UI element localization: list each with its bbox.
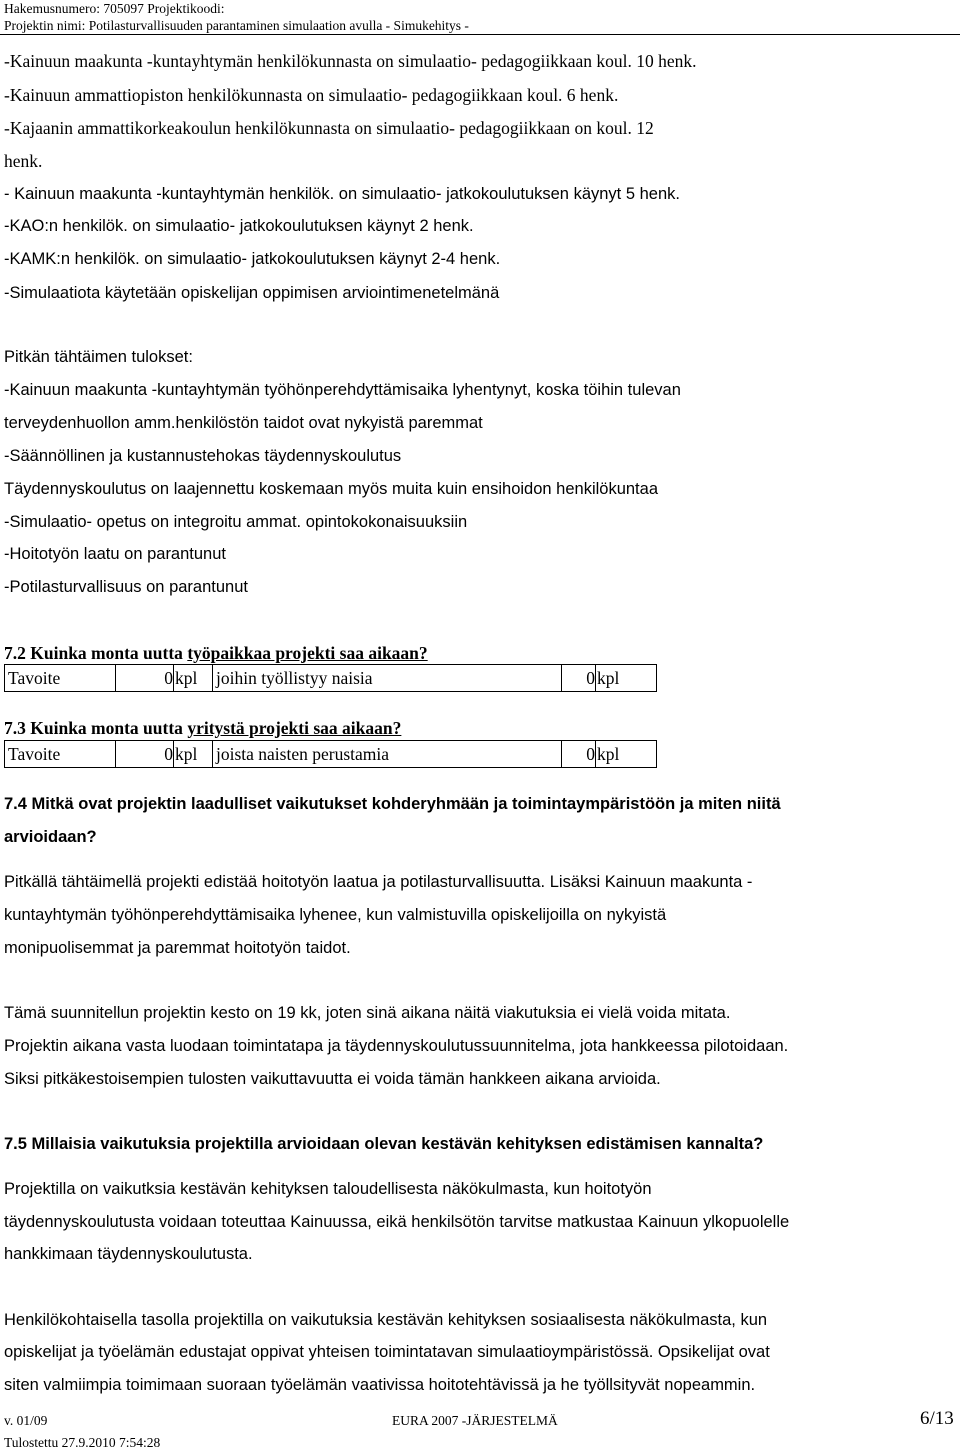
answer-line: Projektilla on vaikutksia kestävän kehityksen taloudellisesta näkökulmasta, kun hoitotyön	[4, 1180, 652, 1198]
intro-line: -KAMK:n henkilök. on simulaatio- jatkokoulutuksen käynyt 2-4 henk.	[4, 250, 501, 268]
table-row	[5, 665, 657, 692]
footer-system: EURA 2007 -JÄRJESTELMÄ	[392, 1413, 558, 1428]
target-value: 0	[116, 741, 174, 768]
women-label: joihin työllistyy naisia	[213, 665, 562, 692]
long-term-line: Täydennyskoulutus on laajennettu koskemaan myös muita kuin ensihoidon henkilökuntaa	[4, 480, 658, 498]
long-term-line: -Hoitotyön laatu on parantunut	[4, 545, 226, 563]
target-label: Tavoite	[5, 741, 116, 768]
intro-line: -Simulaatiota käytetään opiskelijan oppimisen arviointimenetelmänä	[4, 284, 500, 302]
target-unit: kpl	[174, 741, 213, 768]
women-unit: kpl	[596, 665, 657, 692]
women-label: joista naisten perustamia	[213, 741, 562, 768]
table-row	[5, 741, 657, 768]
jobs-target-table	[4, 664, 657, 692]
answer-line: Siksi pitkäkestoisempien tulosten vaikuttavuutta ei voida tämän hankkeen aikana arvioida.	[4, 1070, 661, 1088]
document-header	[4, 0, 956, 34]
answer-line: täydennyskoulutusta voidaan toteuttaa Kainuussa, eikä henkilsötön tarvitse matkustaa Kainuun ylkopuolelle	[4, 1213, 790, 1231]
women-value: 0	[562, 665, 596, 692]
long-term-line: -Säännöllinen ja kustannustehokas täydennyskoulutus	[4, 447, 402, 465]
answer-line: Pitkällä tähtäimellä projekti edistää hoitotyön laatua ja potilasturvallisuutta. Lisäksi Kainuun maakunta -	[4, 873, 753, 891]
companies-target-table	[4, 740, 657, 768]
answer-line: opiskelijat ja työelämän edustajat oppivat yhteisen toimintatavan simulaatioympäristössä. Opsikelijat ovat	[4, 1343, 770, 1361]
target-value: 0	[116, 665, 174, 692]
long-term-line: -Potilasturvallisuus on parantunut	[4, 578, 248, 596]
long-term-line: -Simulaatio- opetus on integroitu ammat. opintokokonaisuuksiin	[4, 513, 468, 531]
answer-line: Henkilökohtaisella tasolla projektilla on vaikutuksia kestävän kehityksen sosiaalisesta näkökulmasta, kun	[4, 1311, 768, 1329]
target-label: Tavoite	[5, 665, 116, 692]
question-7-4-heading-cont: arvioidaan?	[4, 828, 97, 846]
women-unit: kpl	[596, 741, 657, 768]
answer-line: siten valmiimpia toimimaan suoraan työelämän vaativissa hoitotehtävissä ja he työllsityvät nopeammin.	[4, 1376, 756, 1394]
answer-line: Projektin aikana vasta luodaan toimintatapa ja täydennyskoulutussuunnitelma, jota hankkeessa pilotoidaan.	[4, 1037, 789, 1055]
long-term-title: Pitkän tähtäimen tulokset:	[4, 348, 193, 366]
intro-line: -Kainuun maakunta -kuntayhtymän henkilökunnasta on simulaatio- pedagogiikkaan koul. 10 henk.	[4, 51, 697, 71]
intro-line: -KAO:n henkilök. on simulaatio- jatkokoulutuksen käynyt 2 henk.	[4, 217, 474, 235]
answer-line: monipuolisemmat ja paremmat hoitotyön taidot.	[4, 939, 351, 957]
answer-line: kuntayhtymän työhönperehdyttämisaika lyhenee, kun valmistuvilla opiskelijoilla on nykyistä	[4, 906, 667, 924]
application-number: Hakemusnumero: 705097 Projektikoodi:	[4, 1, 225, 16]
women-value: 0	[562, 741, 596, 768]
long-term-line: terveydenhuollon amm.henkilöstön taidot ovat nykyistä paremmat	[4, 414, 483, 432]
footer-printed: Tulostettu 27.9.2010 7:54:28	[4, 1435, 161, 1450]
long-term-line: -Kainuun maakunta -kuntayhtymän työhönperehdyttämisaika lyhentynyt, koska töihin tulevan	[4, 381, 681, 399]
answer-line: hankkimaan täydennyskoulutusta.	[4, 1245, 253, 1263]
question-7-3-heading: 7.3 Kuinka monta uutta yritystä projekti saa aikaan?	[4, 718, 402, 738]
target-unit: kpl	[174, 665, 213, 692]
intro-line: - Kainuun maakunta -kuntayhtymän henkilök. on simulaatio- jatkokoulutuksen käynyt 5 henk.	[4, 185, 680, 203]
footer-version: v. 01/09	[4, 1413, 48, 1428]
intro-line: -Kajaanin ammattikorkeakoulun henkilökunnasta on simulaatio- pedagogiikkaan on koul. 12	[4, 118, 654, 138]
question-7-2-heading: 7.2 Kuinka monta uutta työpaikkaa projekti saa aikaan?	[4, 643, 428, 663]
answer-line: Tämä suunnitellun projektin kesto on 19 kk, joten sinä aikana näitä viakutuksia ei vielä voida mitata.	[4, 1004, 731, 1022]
header-divider	[0, 34, 960, 35]
footer-page-number: 6/13	[920, 1408, 954, 1429]
question-7-4-heading: 7.4 Mitkä ovat projektin laadulliset vaikutukset kohderyhmään ja toimintaympäristöön ja miten niitä	[4, 795, 781, 813]
intro-line: -Kainuun ammattiopiston henkilökunnasta on simulaatio- pedagogiikkaan koul. 6 henk.	[4, 85, 619, 105]
intro-line: henk.	[4, 151, 43, 171]
question-7-5-heading: 7.5 Millaisia vaikutuksia projektilla arvioidaan olevan kestävän kehityksen edistämisen kannalta?	[4, 1135, 764, 1153]
project-name: Projektin nimi: Potilasturvallisuuden parantaminen simulaation avulla - Simukehitys -	[4, 18, 469, 33]
